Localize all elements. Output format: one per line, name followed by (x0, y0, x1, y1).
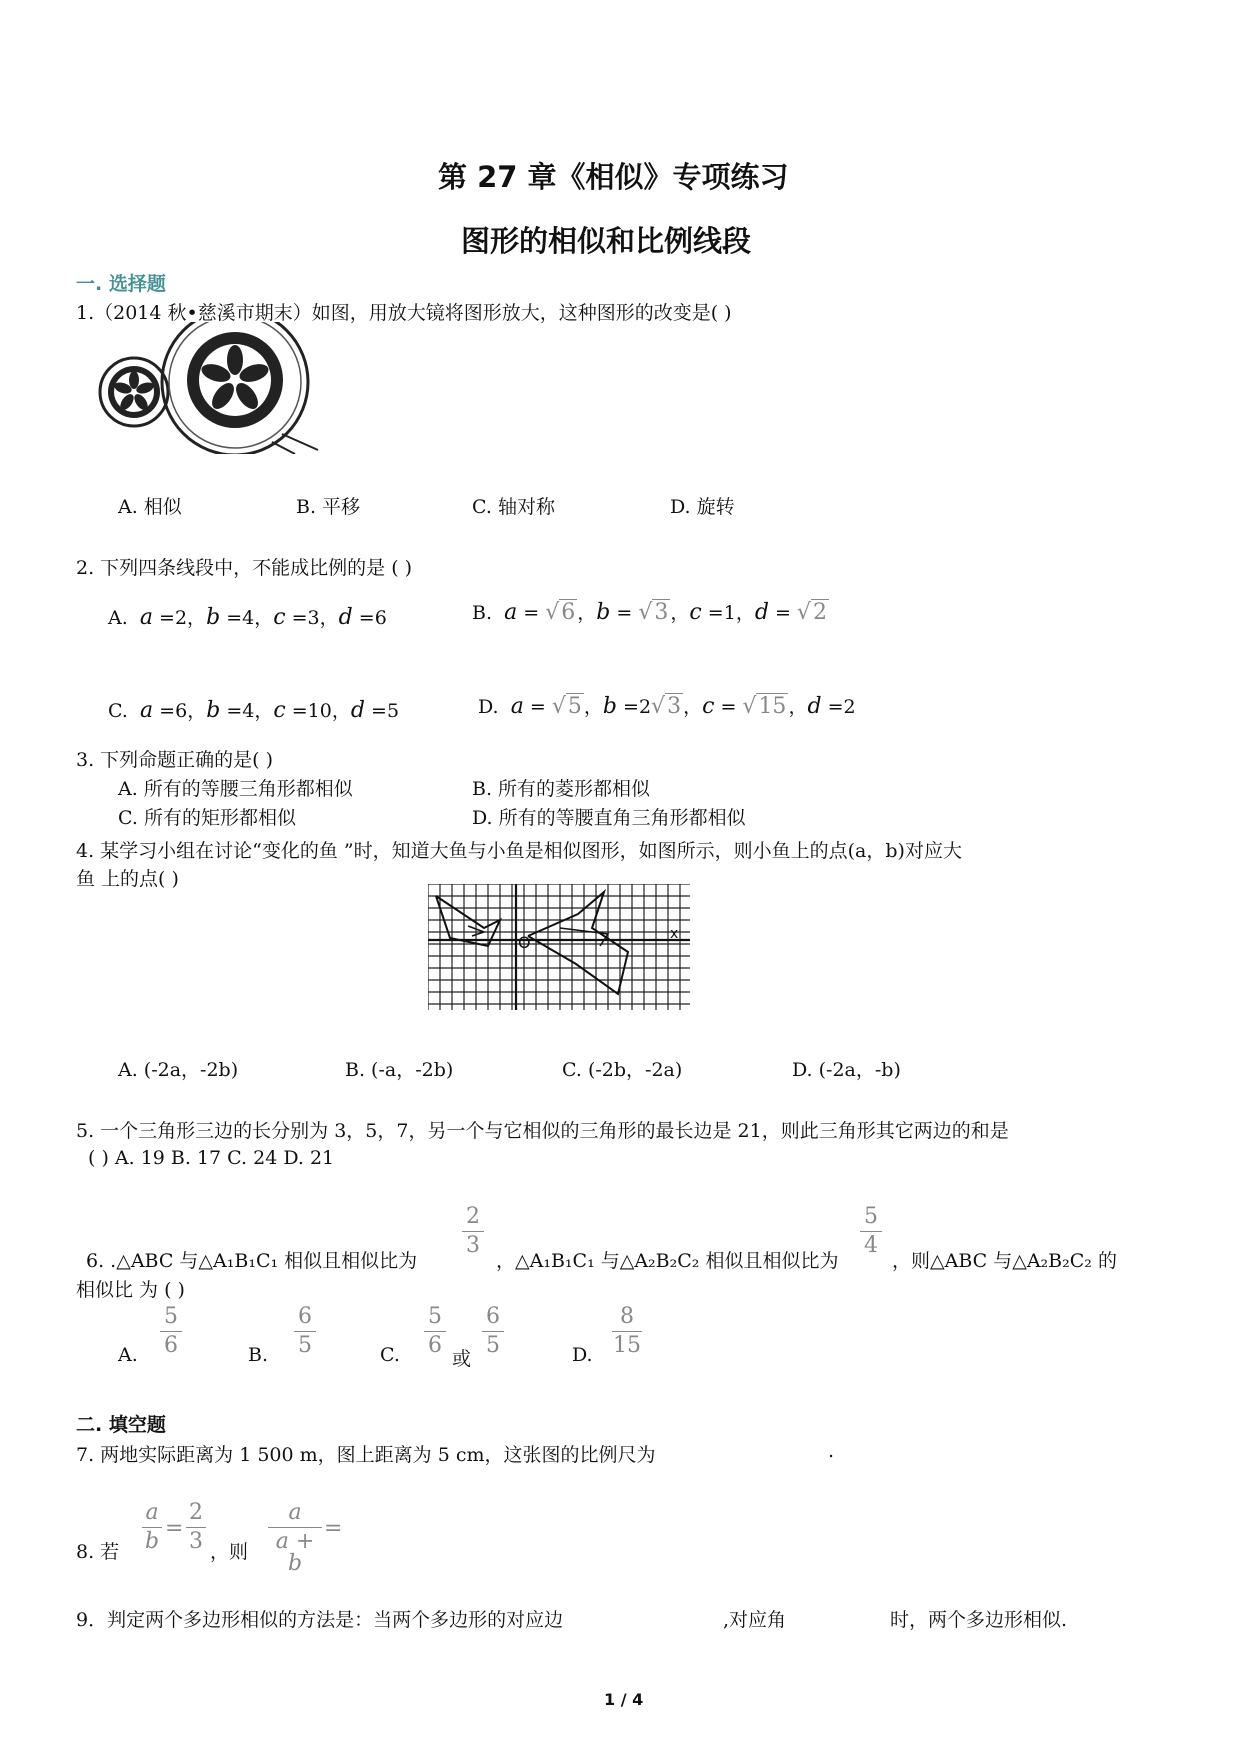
q8-equals-2: = (324, 1516, 343, 1541)
question-7-text: 7. 两地实际距离为 1 500 m，图上距离为 5 cm，这张图的比例尺为 (76, 1444, 656, 1466)
q2-option-b: B. a = √6 ，b = √3 ，c =1，d = √2 (472, 600, 827, 625)
q3-option-c: C. 所有的矩形都相似 (118, 807, 296, 829)
q6-option-a-label: A. (118, 1344, 138, 1366)
q1-option-c: C. 轴对称 (472, 496, 555, 518)
q4-option-c: C. (-2b，-2a) (562, 1059, 683, 1081)
origin-label: O (518, 933, 531, 952)
q6-option-d-label: D. (572, 1344, 593, 1366)
question-2-text: 2. 下列四条线段中，不能成比例的是 ( ) (76, 557, 413, 579)
q6-option-c-fraction-2: 6 5 (482, 1306, 504, 1357)
question-3-text: 3. 下列命题正确的是( ) (76, 749, 274, 771)
page-subtitle: 图形的相似和比例线段 (461, 224, 752, 258)
q3-option-d: D. 所有的等腰直角三角形都相似 (472, 807, 746, 829)
q3-option-b: B. 所有的菱形都相似 (472, 778, 651, 800)
question-7-end: . (828, 1440, 835, 1462)
q6-ratio-1: 2 3 (462, 1206, 484, 1257)
question-9-part-1: 9．判定两个多边形相似的方法是：当两个多边形的对应边 (76, 1609, 564, 1631)
question-1-text: 1.（2014 秋•慈溪市期末）如图，用放大镜将图形放大，这种图形的改变是( ) (76, 302, 732, 324)
question-8-prefix: 8. 若 (76, 1541, 120, 1563)
q1-option-b: B. 平移 (296, 496, 361, 518)
question-4-line-2: 鱼 上的点( ) (76, 868, 179, 890)
q8-equals-1: = (165, 1516, 184, 1541)
magnifier-figure (90, 322, 330, 454)
q6-option-b-label: B. (248, 1344, 269, 1366)
section-heading-choice: 一. 选择题 (76, 273, 166, 295)
q6-option-d-fraction: 8 15 (613, 1304, 641, 1358)
page-title: 第 27 章《相似》专项练习 (438, 160, 789, 194)
q4-option-b: B. (-a，-2b) (345, 1059, 454, 1081)
section-heading-fill: 二. 填空题 (76, 1414, 166, 1436)
q4-option-d: D. (-2a，-b) (792, 1059, 901, 1081)
q4-option-a: A. (-2a，-2b) (118, 1059, 239, 1081)
q6-option-c-or: 或 (452, 1348, 472, 1370)
q6-ratio-2: 5 4 (860, 1206, 882, 1257)
question-9-part-2: ,对应角 (723, 1609, 787, 1631)
q8-fraction-a-over-b: a b (142, 1502, 162, 1553)
page-number: 1 / 4 (604, 1690, 644, 1709)
q2-option-c: C. a =6，b =4，c =10，d =5 (108, 698, 400, 723)
q2-option-a: A. a =2，b =4，c =3，d =6 (108, 605, 387, 630)
q8-fraction-a-over-a-plus-b: a a + b (268, 1502, 322, 1575)
question-4-line-1: 4. 某学习小组在讨论“变化的鱼 ”时，知道大鱼与小鱼是相似图形，如图所示，则小鱼上的点(a，b)对应大 (76, 840, 962, 862)
question-6-line-2: 相似比 为 ( ) (76, 1279, 185, 1301)
question-8-mid: ，则 (210, 1541, 249, 1563)
q2-option-d: D. a = √5 ，b =2√3 ，c = √15 ，d =2 (478, 694, 856, 719)
q6-option-c-label: C. (380, 1344, 400, 1366)
question-9-part-3: 时，两个多边形相似. (890, 1609, 1068, 1631)
q6-option-b-fraction: 6 5 (294, 1306, 316, 1357)
question-5-line-2: ( ) A. 19 B. 17 C. 24 D. 21 (88, 1147, 335, 1169)
q8-fraction-2-over-3: 2 3 (186, 1502, 206, 1553)
x-axis-label: x (670, 926, 679, 942)
q1-option-d: D. 旋转 (670, 496, 735, 518)
q6-option-c-fraction-1: 5 6 (424, 1306, 446, 1357)
fish-grid-figure (428, 884, 690, 1010)
q6-option-a-fraction: 5 6 (160, 1306, 182, 1357)
question-6-part-2: ，△A₁B₁C₁ 与△A₂B₂C₂ 相似且相似比为 (496, 1250, 839, 1272)
q1-option-a: A. 相似 (118, 496, 182, 518)
q3-option-a: A. 所有的等腰三角形都相似 (118, 778, 353, 800)
question-6-part-1: 6. .△ABC 与△A₁B₁C₁ 相似且相似比为 (86, 1250, 418, 1272)
question-6-part-3: ，则△ABC 与△A₂B₂C₂ 的 (892, 1250, 1117, 1272)
question-5-line-1: 5. 一个三角形三边的长分别为 3，5，7，另一个与它相似的三角形的最长边是 21，则此三角形其它两边的和是 (76, 1120, 1009, 1142)
